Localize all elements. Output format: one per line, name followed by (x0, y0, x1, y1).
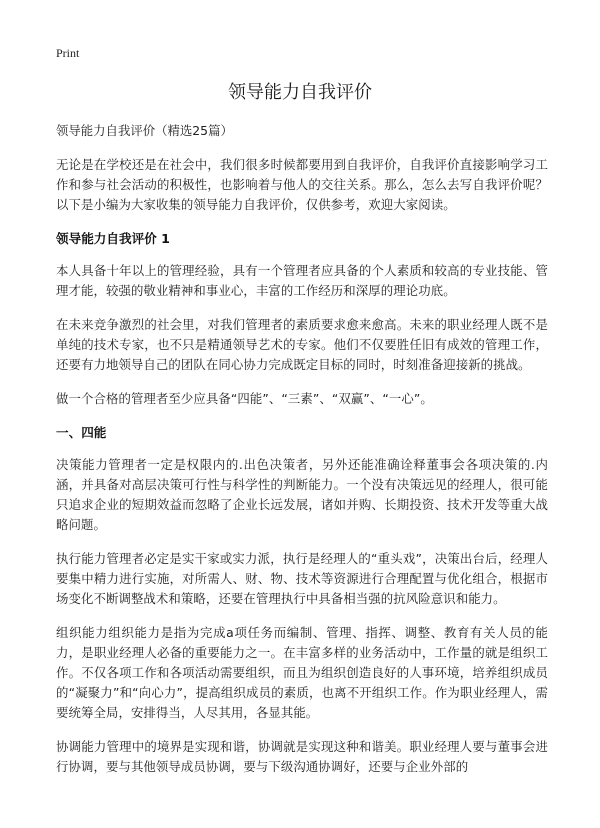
page-title: 领导能力自我评价 (228, 82, 372, 103)
body-paragraph: 在未来竞争激烈的社会里，对我们管理者的素质要求愈来愈高。未来的职业经理人既不是单纯的技术专家，也不只是精通领导艺术的专家。他们不仅要胜任旧有成效的管理工作，还要有力地领导自己的团队在同心协力完成既定目标的同时，时刻准备迎接新的挑战。 (56, 317, 548, 372)
body-paragraph: 本人具备十年以上的管理经验，具有一个管理者应具备的个人素质和较高的专业技能、管理才能，较强的敬业精神和事业心，丰富的工作经历和深厚的理论功底。 (56, 263, 548, 298)
body-paragraph: 做一个合格的管理者至少应具备“四能”、“三素”、“双赢”、“一心”。 (56, 391, 433, 406)
section-heading-2: 一、四能 (56, 425, 107, 440)
body-paragraph: 协调能力管理中的境界是实现和谐，协调就是实现这种和谐美。职业经理人要与董事会进行协调，要与其他领导成员协调，要与下级沟通协调好，还要与企业外部的 (56, 739, 548, 774)
body-paragraph: 组织能力组织能力是指为完成a项任务而编制、管理、指挥、调整、教育有关人员的能力，是职业经理人必备的重要能力之一。在丰富多样的业务活动中，工作量的就是组织工作。不仅各项工作和各项活动需要组织，而且为组织创造良好的人事环境，培养组织成员的“凝聚力”和“向心力”，提高组织成员的素质，也离不开组织工作。作为职业经理人，需要统筹全局，安排得当，人尽其用，各显其能。 (56, 625, 548, 720)
section-heading-1: 领导能力自我评价 1 (56, 231, 170, 246)
print-link[interactable]: Print (56, 46, 80, 60)
document-subtitle: 领导能力自我评价（精选25篇） (56, 123, 233, 138)
intro-paragraph: 无论是在学校还是在社会中，我们很多时候都要用到自我评价，自我评价直接影响学习工作和参与社会活动的积极性，也影响着与他人的交往关系。那么，怎么去写自我评价呢？以下是小编为大家收集的领导能力自我评价，仅供参考，欢迎大家阅读。 (56, 157, 548, 212)
body-paragraph: 执行能力管理者必定是实干家或实力派，执行是经理人的“重头戏”，决策出台后，经理人要集中精力进行实施，对所需人、财、物、技术等资源进行合理配置与优化组合，根据市场变化不断调整战术和策略，还要在管理执行中具备相当强的抗风险意识和能力。 (56, 551, 548, 606)
document-body (56, 121, 548, 791)
body-paragraph: 决策能力管理者一定是权限内的.出色决策者，另外还能准确诠释董事会各项决策的.内涵，并具备对高层决策可行性与科学性的判断能力。一个没有决策远见的经理人，很可能只追求企业的短期效益而忽略了企业长远发展，诸如并购、长期投资、技术开发等重大战略问题。 (56, 457, 548, 532)
